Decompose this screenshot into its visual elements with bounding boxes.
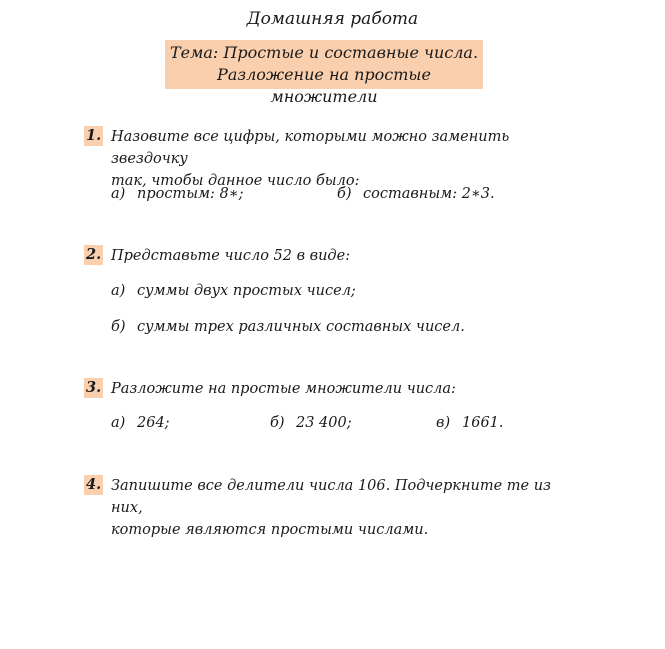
task-text xyxy=(111,126,581,192)
task-number: 1. xyxy=(86,127,102,144)
sub-item-text: 264; xyxy=(137,415,170,431)
task-line: Представьте число 52 в виде: xyxy=(111,248,351,264)
topic-line-2: Разложение на простые множители xyxy=(217,65,431,106)
sub-item xyxy=(111,317,465,337)
task-line: так, чтобы данное число было: xyxy=(111,173,360,189)
task-line: которые являются простыми числами. xyxy=(111,522,429,538)
task-line: Запишите все делители числа 106. Подчеркните те из них, xyxy=(111,478,551,516)
sub-item-letter: б) xyxy=(337,186,352,202)
sub-item-letter: а) xyxy=(111,415,126,431)
sub-item-text: 23 400; xyxy=(296,415,352,431)
sub-item-letter: б) xyxy=(111,319,126,335)
sub-item-text: 1661. xyxy=(462,415,504,431)
task-text xyxy=(111,378,581,400)
sub-item-letter: а) xyxy=(111,186,126,202)
task-number: 2. xyxy=(86,246,102,263)
sub-item xyxy=(337,184,495,204)
task-text xyxy=(111,475,581,541)
sub-item-text: суммы двух простых чисел; xyxy=(137,283,356,299)
sub-item-letter: в) xyxy=(436,415,451,431)
sub-item-text: суммы трех различных составных чисел. xyxy=(137,319,465,335)
sub-item xyxy=(111,281,356,301)
sub-item-text: составным: 2∗3. xyxy=(363,186,495,202)
sub-item xyxy=(111,413,170,433)
page-title: Домашняя работа xyxy=(246,9,419,29)
task-line: Разложите на простые множители числа: xyxy=(111,381,456,397)
sub-item-letter: а) xyxy=(111,283,126,299)
topic-box xyxy=(165,40,483,106)
sub-item xyxy=(270,413,352,433)
sub-item xyxy=(111,184,244,204)
sub-item xyxy=(436,413,504,433)
task-number: 3. xyxy=(86,379,102,396)
task-number: 4. xyxy=(86,476,102,493)
sub-item-letter: б) xyxy=(270,415,285,431)
topic-line-1: Тема: Простые и составные числа. xyxy=(169,43,479,62)
task-text xyxy=(111,245,581,267)
sub-item-text: простым: 8∗; xyxy=(137,186,244,202)
task-line: Назовите все цифры, которыми можно заменить звездочку xyxy=(111,129,510,167)
